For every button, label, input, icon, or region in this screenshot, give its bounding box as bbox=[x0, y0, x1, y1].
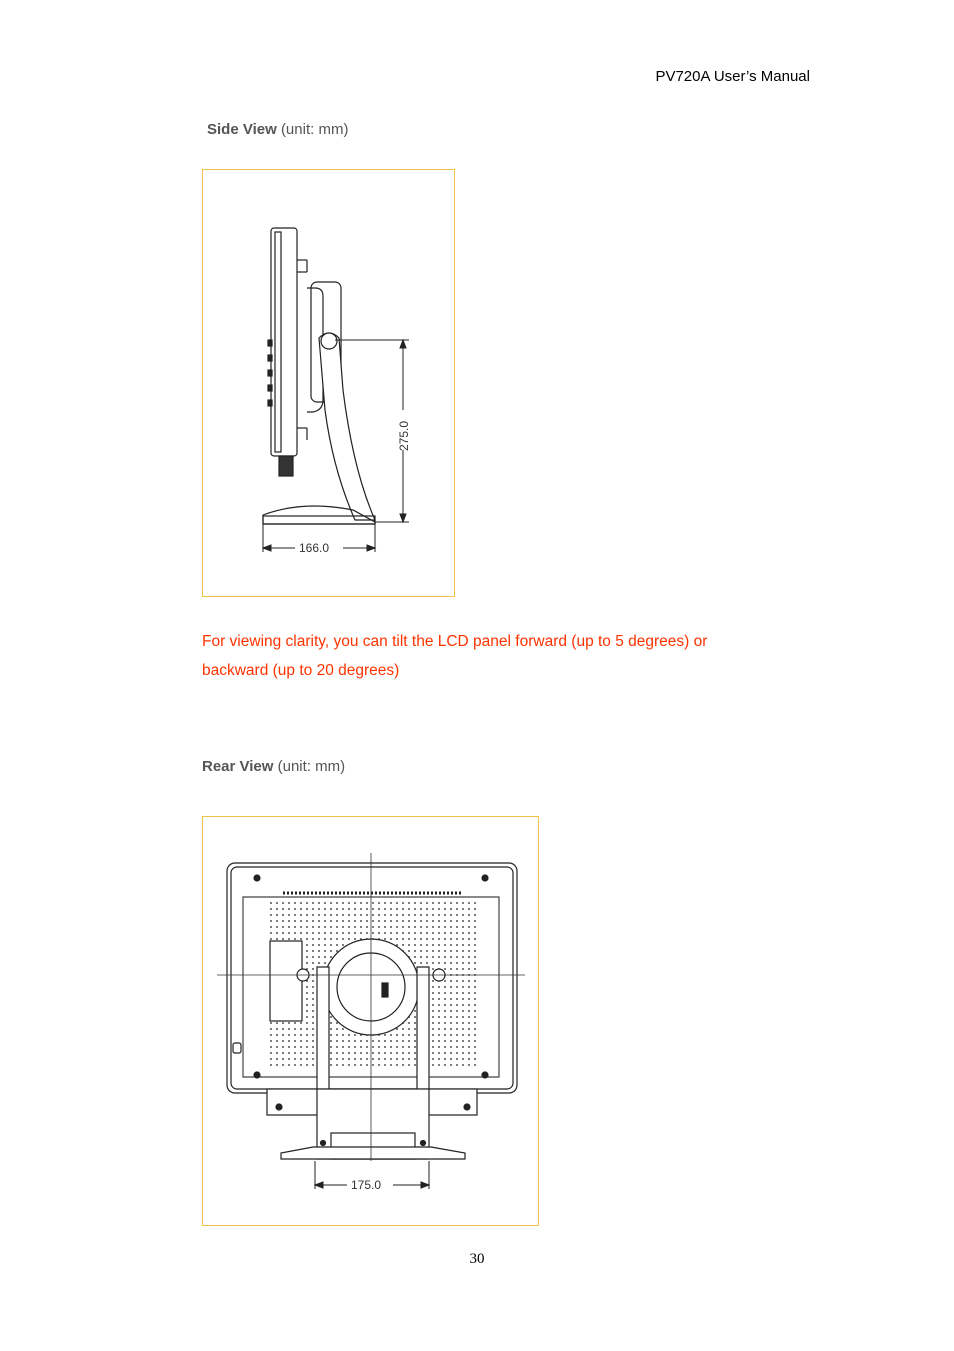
stand-base-plate bbox=[281, 1147, 465, 1159]
rear-view-drawing bbox=[203, 817, 540, 1227]
rear-width-dimension: 175.0 bbox=[351, 1178, 382, 1192]
side-view-unit: (unit: mm) bbox=[280, 121, 349, 138]
rear-view-title: Rear View bbox=[202, 758, 274, 775]
label-area bbox=[270, 941, 302, 1021]
connector-block bbox=[279, 456, 293, 476]
rear-view-unit: (unit: mm) bbox=[277, 758, 346, 775]
side-view-heading bbox=[207, 121, 348, 138]
side-view-figure bbox=[202, 169, 455, 597]
side-depth-dimension: 166.0 bbox=[299, 541, 330, 555]
tilt-note: For viewing clarity, you can tilt the LCD panel forward (up to 5 degrees) or backward (up to 20 degrees) bbox=[202, 633, 708, 679]
rear-view-heading bbox=[202, 758, 345, 775]
side-height-dimension: 275.0 bbox=[397, 420, 411, 451]
page-number: 30 bbox=[469, 1251, 485, 1267]
lcd-panel-front bbox=[275, 232, 281, 452]
side-view-title: Side View bbox=[207, 121, 277, 138]
side-view-drawing bbox=[203, 170, 456, 598]
rear-view-figure bbox=[202, 816, 539, 1226]
manual-title: PV720A User’s Manual bbox=[655, 68, 810, 85]
stand-neck bbox=[319, 333, 375, 520]
